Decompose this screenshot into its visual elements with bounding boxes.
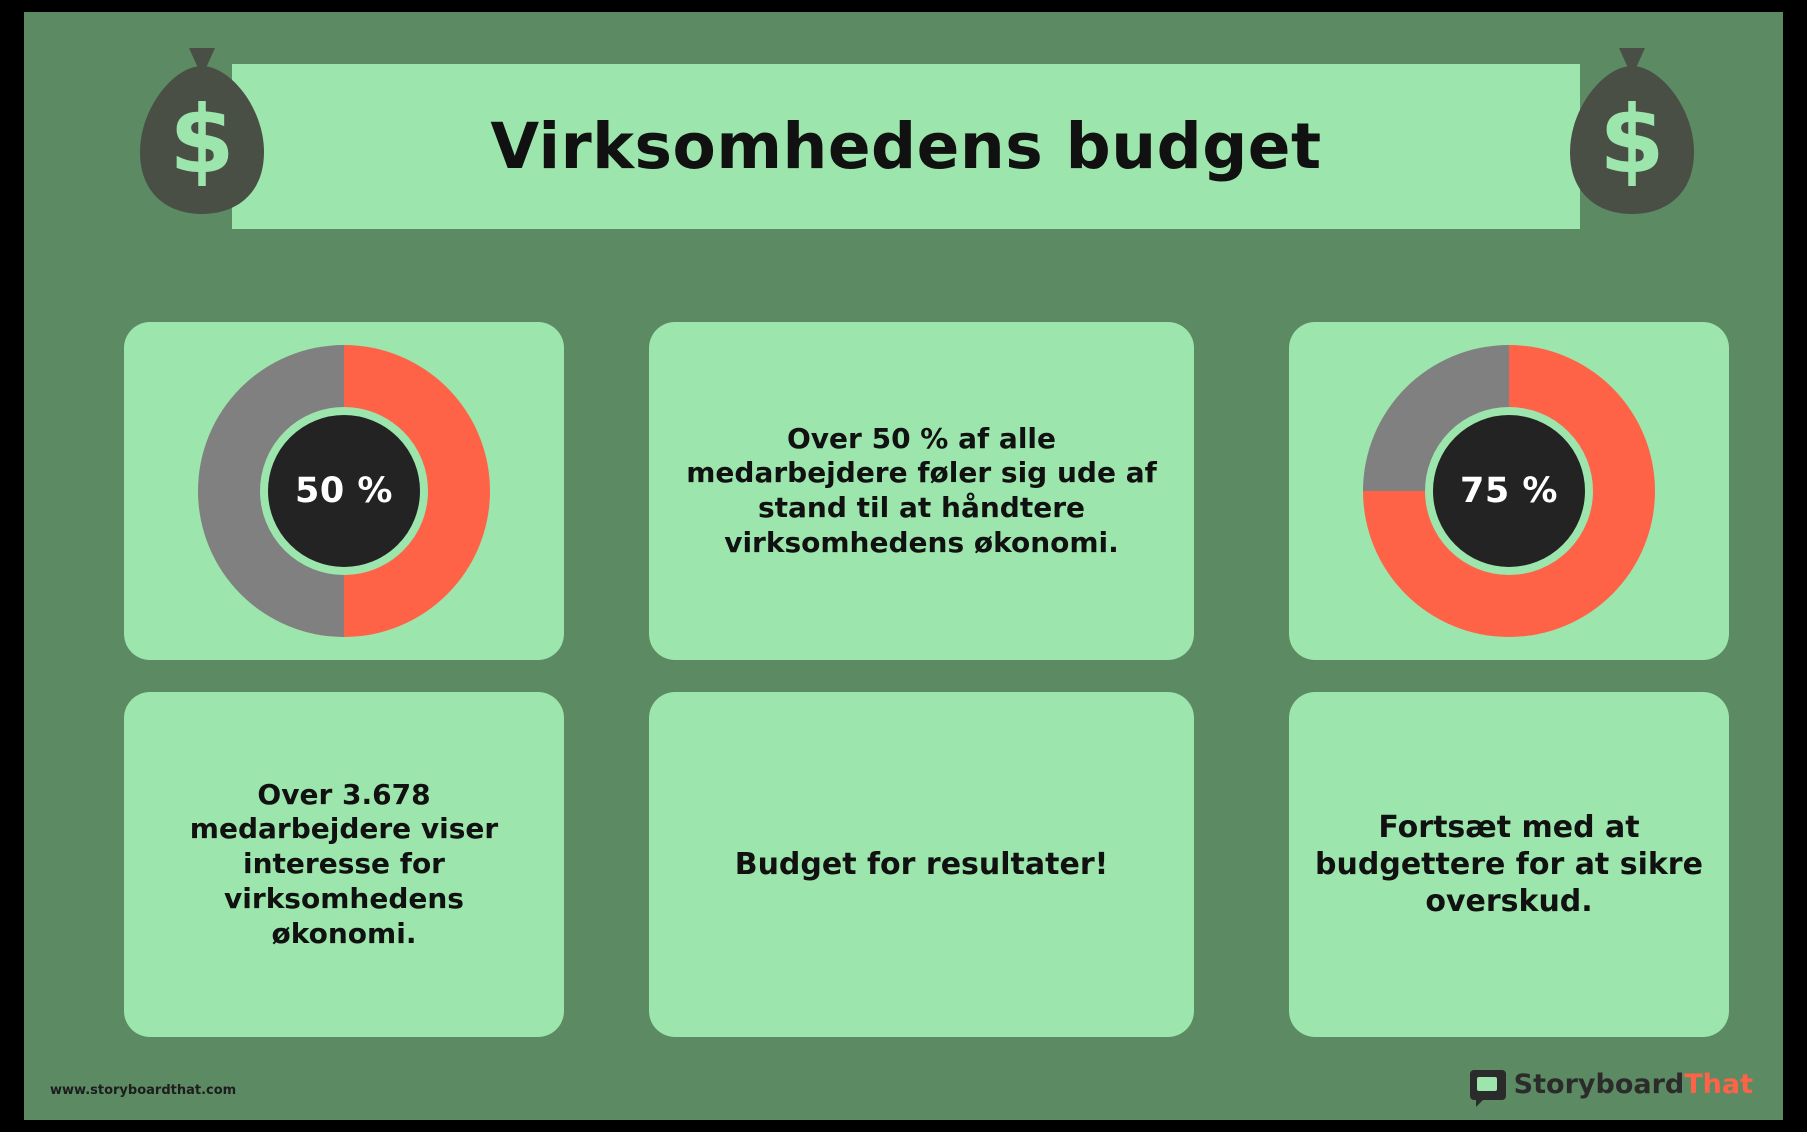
card-text: Fortsæt med at budgettere for at sikre overskud. bbox=[1315, 809, 1703, 920]
donut-center bbox=[260, 407, 428, 575]
card-text-budget-results bbox=[649, 692, 1194, 1037]
card-text: Over 50 % af alle medarbejdere føler sig ude af stand til at håndtere virksomhedens økonomi. bbox=[686, 421, 1157, 559]
donut-label-75: 75 % bbox=[1460, 471, 1558, 511]
card-text: Over 3.678 medarbejdere viser interesse for virksomhedens økonomi. bbox=[189, 777, 499, 950]
donut-label-50: 50 % bbox=[295, 471, 393, 511]
logo-text-accent: That bbox=[1684, 1069, 1753, 1100]
speech-bubble-icon bbox=[1470, 1070, 1506, 1100]
card-text-keep-budgeting bbox=[1289, 692, 1729, 1037]
svg-text:$: $ bbox=[169, 86, 235, 195]
page-title: Virksomhedens budget bbox=[490, 110, 1322, 183]
svg-text:$: $ bbox=[1599, 86, 1665, 195]
money-bag-icon bbox=[1564, 42, 1700, 218]
donut-chart-75 bbox=[1363, 345, 1655, 637]
card-donut-50 bbox=[124, 322, 564, 660]
logo-text bbox=[1514, 1069, 1753, 1100]
donut-chart-50 bbox=[198, 345, 490, 637]
footer-url: www.storyboardthat.com bbox=[50, 1083, 237, 1098]
card-text: Budget for resultater! bbox=[734, 846, 1109, 882]
card-text-interest bbox=[124, 692, 564, 1037]
donut-center bbox=[1425, 407, 1593, 575]
poster-canvas bbox=[24, 12, 1783, 1120]
storyboardthat-logo bbox=[1470, 1069, 1753, 1100]
card-text-employees-finance bbox=[649, 322, 1194, 660]
card-donut-75 bbox=[1289, 322, 1729, 660]
logo-text-primary: Storyboard bbox=[1513, 1069, 1685, 1100]
